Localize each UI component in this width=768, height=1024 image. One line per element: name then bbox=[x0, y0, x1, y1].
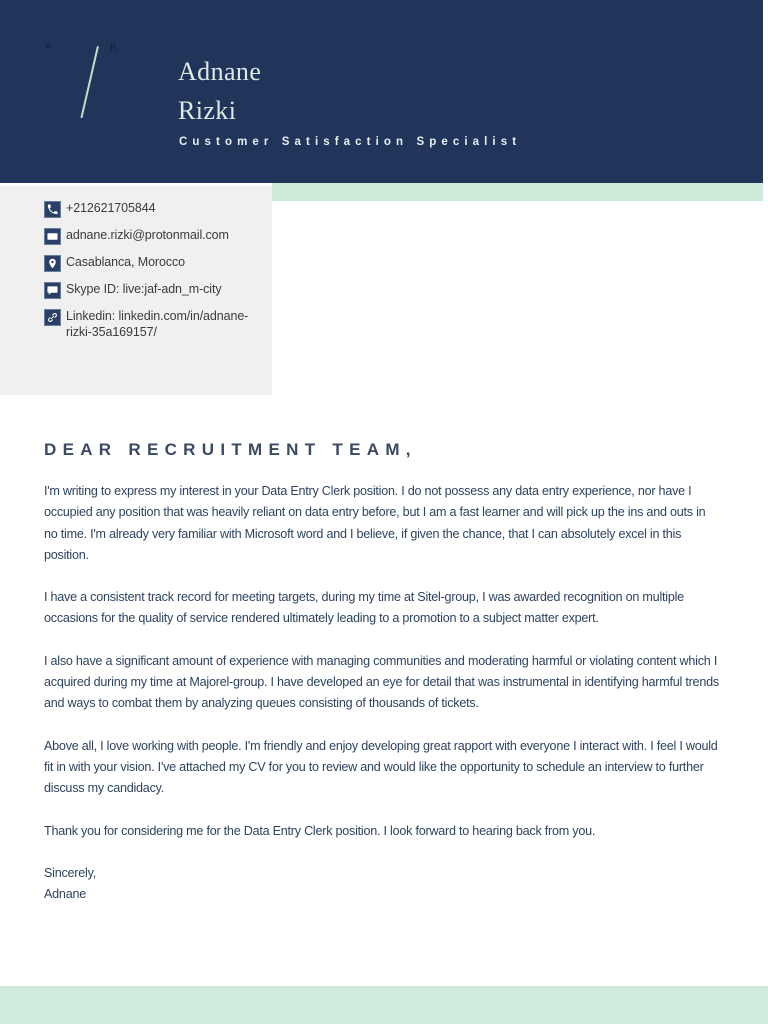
letter-paragraph: I'm writing to express my interest in your Data Entry Clerk position. I do not possess any data entry experience, nor have I occupied any position that was heavily reliant on data entry before, but I am a fast learner and will pick up the ins and outs in no time. I'm already very familiar with Microsoft word and I believe, if given the chance, that I can absolutely excel in this position. bbox=[44, 484, 706, 562]
contact-sidebar bbox=[0, 186, 272, 395]
letter-paragraph: I have a consistent track record for meeting targets, during my time at Sitel-group, I was awarded recognition on multiple occasions for the quality of service rendered ultimately leading to a promotion to a subject matter expert. bbox=[44, 590, 684, 626]
speech-bubble-icon bbox=[44, 282, 61, 299]
contact-value-email: adnane.rizki@protonmail.com bbox=[66, 228, 229, 242]
job-title: Customer Satisfaction Specialist bbox=[179, 136, 522, 148]
header-accent-band bbox=[272, 183, 763, 201]
last-name: Rizki bbox=[178, 96, 237, 125]
envelope-icon bbox=[44, 228, 61, 245]
monogram-logo bbox=[40, 30, 150, 120]
contact-item-email[interactable] bbox=[44, 227, 272, 245]
letter-paragraph: Thank you for considering me for the Data Entry Clerk position. I look forward to hearing back from you. bbox=[44, 823, 596, 838]
monogram-slash-icon bbox=[80, 46, 99, 119]
letter-paragraph: I also have a significant amount of experience with managing communities and moderating harmful or violating content which I acquired during my time at Majorel-group. I have developed an eye for detail that was instrumental in identifying harmful trends and ways to combat them by analyzing queues consisting of thousands of tickets. bbox=[44, 653, 719, 711]
contact-value-location: Casablanca, Morocco bbox=[66, 255, 185, 269]
contact-item-phone[interactable] bbox=[44, 200, 272, 218]
letter-body bbox=[44, 481, 722, 905]
contact-item-skype[interactable] bbox=[44, 281, 272, 299]
closing-salutation: Sincerely, bbox=[44, 865, 96, 880]
contact-value-skype: Skype ID: live:jaf-adn_m-city bbox=[66, 282, 222, 296]
location-pin-icon bbox=[44, 255, 61, 272]
letter-greeting: DEAR RECRUITMENT TEAM, bbox=[44, 440, 417, 459]
first-name: Adnane bbox=[178, 57, 262, 86]
monogram-initial-first: A bbox=[45, 41, 52, 51]
contact-item-linkedin[interactable] bbox=[44, 308, 272, 340]
contact-list bbox=[44, 200, 272, 349]
footer-accent-band bbox=[0, 986, 768, 1024]
monogram-initial-last: R bbox=[110, 42, 117, 52]
contact-item-location bbox=[44, 254, 272, 272]
chain-link-icon bbox=[44, 309, 61, 326]
closing-name: Adnane bbox=[44, 887, 86, 902]
phone-icon bbox=[44, 201, 61, 218]
letter-paragraph: Above all, I love working with people. I'm friendly and enjoy developing great rapport with everyone I interact with. I feel I would fit in with your vision. I've attached my CV for you to review and would like the opportunity to schedule an interview to further discuss my candidacy. bbox=[44, 738, 718, 796]
document-header bbox=[0, 0, 763, 183]
contact-value-phone: +212621705844 bbox=[66, 201, 156, 215]
contact-value-linkedin: Linkedin: linkedin.com/in/adnane-rizki-35a169157/ bbox=[66, 309, 249, 339]
name-block bbox=[178, 52, 261, 130]
